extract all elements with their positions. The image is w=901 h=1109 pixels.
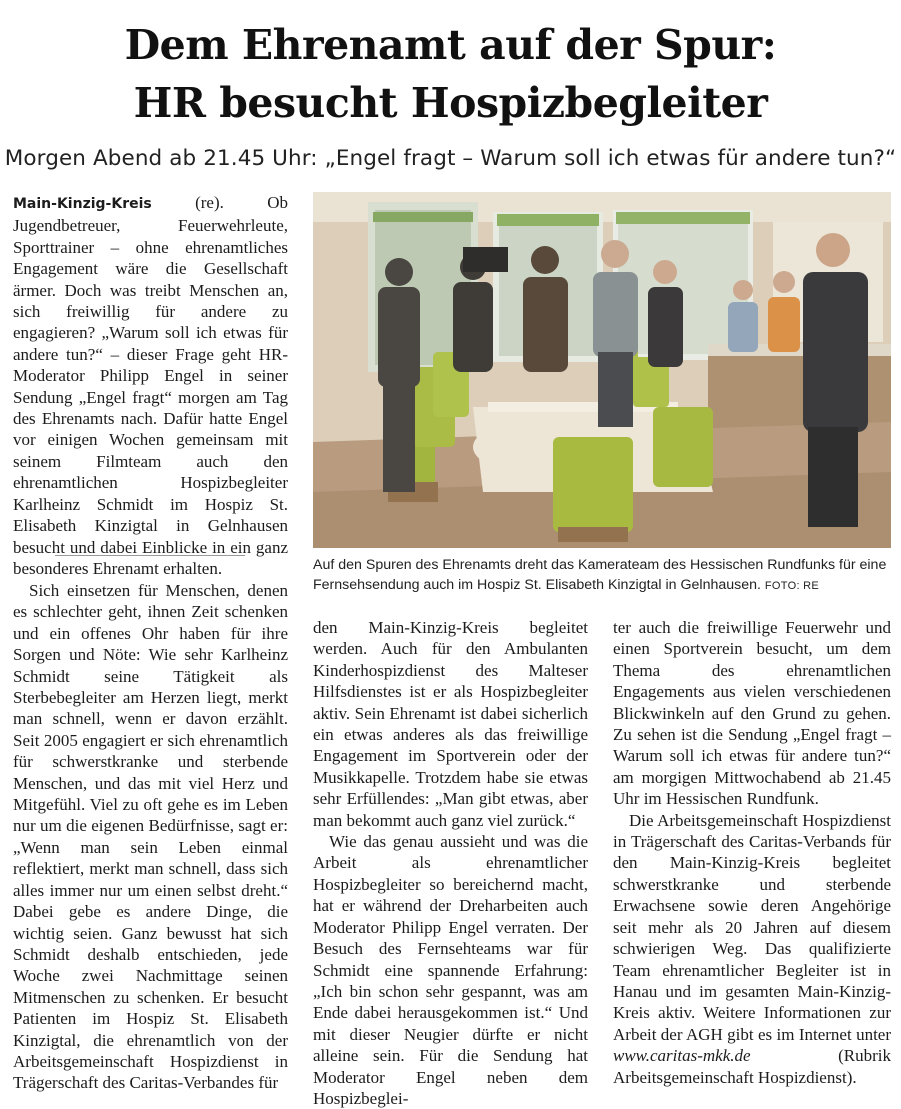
body-text: Die Arbeitsgemeinschaft Hospizdienst in Trägerschaft des Caritas-Verbands für den Main-Kinzig-Kreis begleitet schwerstkranke und sterbende Erwachsene sowie deren Angehörige seit mehr als 20 Jahren auf diesem schwierigen Weg. Das qualifizierte Team ehrenamtlicher Begleiter ist in Hanau und im gesamten Main-Kinzig-Kreis aktiv. Weitere Informationen zur Arbeit der AGH gibt es im Internet unter: [613, 810, 891, 1044]
news-photo: [313, 192, 891, 548]
section-divider: [55, 555, 245, 556]
website-link[interactable]: www.caritas-mkk.de: [613, 1046, 751, 1066]
body-column-1: [13, 580, 288, 1094]
body-column-2: [313, 617, 588, 1109]
dateline: Main-Kinzig-Kreis: [13, 196, 152, 212]
body-paragraph: Sich einsetzen für Menschen, denen es schlechter geht, ihnen Zeit schenken und ein offenes Ohr haben für ihre Sorgen und Nöte: Wie sehr Karlheinz Schmidt seine Tätigkeit als Sterbebegleiter am Herzen liegt, merkt man schnell, wenn er davon erzählt. Seit 2005 engagiert er sich ehrenamtlich für schwerstkranke und sterbende Menschen, und das mit viel Herz und Mitgefühl. Viel zu oft gehe es im Leben nur um die eigenen Bedürfnisse, sagt er: „Wenn man sein Leben einmal reflektiert, merkt man schnell, dass sich alles immer nur um einen selbst dreht.“ Dabei gebe es andere Dinge, die wichtig seien. Ganz bewusst hat sich Schmidt deshalb entschieden, jede Woche zwei Nachmittage seinen Mitmenschen zu schenken. Er besucht Patienten im Hospiz St. Elisabeth Kinzigtal, die ehrenamtlich von der Arbeitsgemeinschaft Hospizdienst in Trägerschaft des Caritas-Verbandes für: [13, 581, 288, 1093]
intro-text: (re). Ob Jugendbetreuer, Feuerwehrleute, Sporttrainer – ohne ehrenamtliches Engagement wäre die Gesellschaft ärmer. Doch was treibt Menschen an, sich freiwillig für andere zu engagieren? „Warum soll ich etwas für andere tun?“ – dieser Frage geht HR-Moderator Philipp Engel in seiner Sendung „Engel fragt“ morgen am Tag des Ehrenamts nach. Dafür hatte Engel vor einigen Wochen gemeinsam mit seinem Filmteam auch den ehrenamtlichen Hospizbegleiter Karlheinz Schmidt im Hospiz St. Elisabeth Kinzigtal in Gelnhausen besucht und dabei Einblicke in ein ganz besonderes Ehrenamt erhalten.: [13, 193, 288, 578]
body-paragraph: [613, 810, 891, 1088]
body-paragraph: Wie das genau aussieht und was die Arbeit als ehrenamtlicher Hospizbegleiter so bereichernd macht, hat er während der Dreharbeiten auch Moderator Philipp Engel verraten. Der Besuch des Fernsehteams war für Schmidt eine spannende Erfahrung: „Ich bin schon sehr gespannt, was am Ende dabei herausgekommen ist.“ Und mit dieser Neugier dürfte er nicht alleine sein. Für die Sendung hat Moderator Engel neben dem Hospizbeglei-: [313, 832, 588, 1108]
photo-credit: FOTO: RE: [764, 580, 820, 592]
headline-line-2: HR besucht Hospizbegleiter: [133, 79, 768, 127]
body-paragraph: ter auch die freiwillige Feuerwehr und einen Sportverein besucht, um dem Thema des ehrenamtlichen Engagements aus vielen verschiedenen Blickwinkeln auf den Grund zu gehen. Zu sehen ist die Sendung „Engel fragt – Warum soll ich etwas für andere tun?“ am morgigen Mittwochabend ab 21.45 Uhr im Hessischen Rundfunk.: [613, 618, 891, 809]
headline-line-1: Dem Ehrenamt auf der Spur:: [124, 21, 777, 69]
photo-caption: [313, 555, 901, 596]
body-column-3: [613, 617, 891, 1088]
caption-text: Auf den Spuren des Ehrenamts dreht das Kamerateam des Hessischen Rundfunks für eine Fernsehsendung auch im Hospiz St. Elisabeth Kinzigtal in Gelnhausen.: [313, 557, 887, 593]
body-text: (Rubrik Arbeitsgemeinschaft Hospizdienst).: [613, 1046, 891, 1087]
intro-paragraph: [13, 192, 288, 579]
subheadline: Morgen Abend ab 21.45 Uhr: „Engel fragt – Warum soll ich etwas für andere tun?“: [4, 146, 897, 171]
body-paragraph: den Main-Kinzig-Kreis begleitet werden. Auch für den Ambulanten Kinderhospizdienst des Malteser Hilfsdienstes ist er als Hospizbegleiter aktiv. Sein Ehrenamt ist dabei sicherlich ein etwas anderes als das freiwillige Engagement im Sportverein oder der Musikkapelle. Trotzdem habe sie etwas sehr Erfüllendes: „Man gibt etwas, aber man bekommt auch ganz viel zurück.“: [313, 618, 588, 830]
